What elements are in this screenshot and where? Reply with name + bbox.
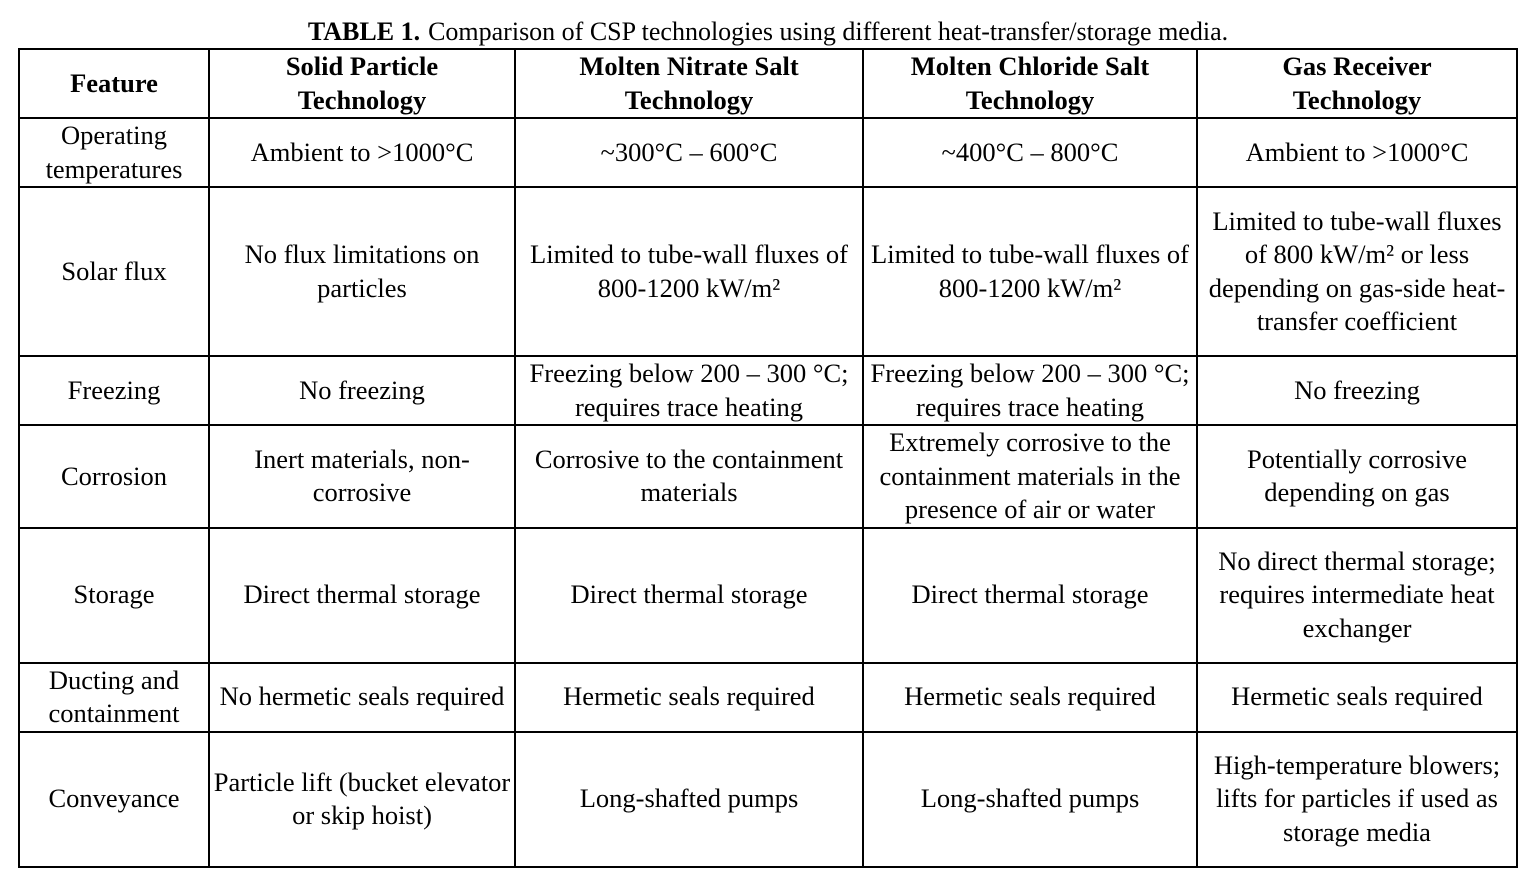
feature-cell: Freezing — [19, 356, 209, 425]
value-cell: Hermetic seals required — [515, 663, 863, 732]
value-cell: Hermetic seals required — [863, 663, 1197, 732]
table-row — [19, 187, 1517, 356]
header-gas-receiver: Gas Receiver Technology — [1197, 49, 1517, 118]
value-cell: Long-shafted pumps — [515, 732, 863, 867]
value-cell: Freezing below 200 – 300 °C; requires trace heating — [515, 356, 863, 425]
value-cell: No freezing — [1197, 356, 1517, 425]
value-cell: Limited to tube-wall fluxes of 800-1200 kW/m² — [515, 187, 863, 356]
value-cell: Direct thermal storage — [209, 528, 515, 663]
table-label: TABLE 1. — [307, 17, 421, 46]
value-cell: No freezing — [209, 356, 515, 425]
table-row — [19, 425, 1517, 528]
value-cell: Limited to tube-wall fluxes of 800-1200 kW/m² — [863, 187, 1197, 356]
value-cell: No hermetic seals required — [209, 663, 515, 732]
value-cell: Direct thermal storage — [515, 528, 863, 663]
table-row — [19, 528, 1517, 663]
value-cell: Corrosive to the containment materials — [515, 425, 863, 528]
feature-cell: Conveyance — [19, 732, 209, 867]
feature-cell: Storage — [19, 528, 209, 663]
table-row — [19, 732, 1517, 867]
table-row — [19, 663, 1517, 732]
value-cell: Long-shafted pumps — [863, 732, 1197, 867]
header-molten-nitrate: Molten Nitrate Salt Technology — [515, 49, 863, 118]
value-cell: Direct thermal storage — [863, 528, 1197, 663]
value-cell: ~300°C – 600°C — [515, 118, 863, 187]
value-cell: Ambient to >1000°C — [1197, 118, 1517, 187]
header-molten-chloride: Molten Chloride Salt Technology — [863, 49, 1197, 118]
table-row — [19, 356, 1517, 425]
value-cell: Ambient to >1000°C — [209, 118, 515, 187]
feature-cell: Solar flux — [19, 187, 209, 356]
value-cell: Freezing below 200 – 300 °C; requires trace heating — [863, 356, 1197, 425]
table-caption — [0, 16, 1536, 48]
feature-cell: Ducting and containment — [19, 663, 209, 732]
value-cell: Potentially corrosive depending on gas — [1197, 425, 1517, 528]
table-row — [19, 118, 1517, 187]
value-cell: Limited to tube-wall fluxes of 800 kW/m² or less depending on gas-side heat-transfer coefficient — [1197, 187, 1517, 356]
value-cell: Hermetic seals required — [1197, 663, 1517, 732]
value-cell: Particle lift (bucket elevator or skip hoist) — [209, 732, 515, 867]
value-cell: Inert materials, non-corrosive — [209, 425, 515, 528]
value-cell: Extremely corrosive to the containment materials in the presence of air or water — [863, 425, 1197, 528]
header-row — [19, 49, 1517, 118]
value-cell: High-temperature blowers; lifts for particles if used as storage media — [1197, 732, 1517, 867]
header-feature: Feature — [19, 49, 209, 118]
feature-cell: Operating temperatures — [19, 118, 209, 187]
table-caption-text: Comparison of CSP technologies using different heat-transfer/storage media. — [428, 17, 1229, 46]
value-cell: No direct thermal storage; requires intermediate heat exchanger — [1197, 528, 1517, 663]
header-solid-particle: Solid Particle Technology — [209, 49, 515, 118]
csp-comparison-table — [18, 48, 1518, 868]
feature-cell: Corrosion — [19, 425, 209, 528]
value-cell: ~400°C – 800°C — [863, 118, 1197, 187]
value-cell: No flux limitations on particles — [209, 187, 515, 356]
